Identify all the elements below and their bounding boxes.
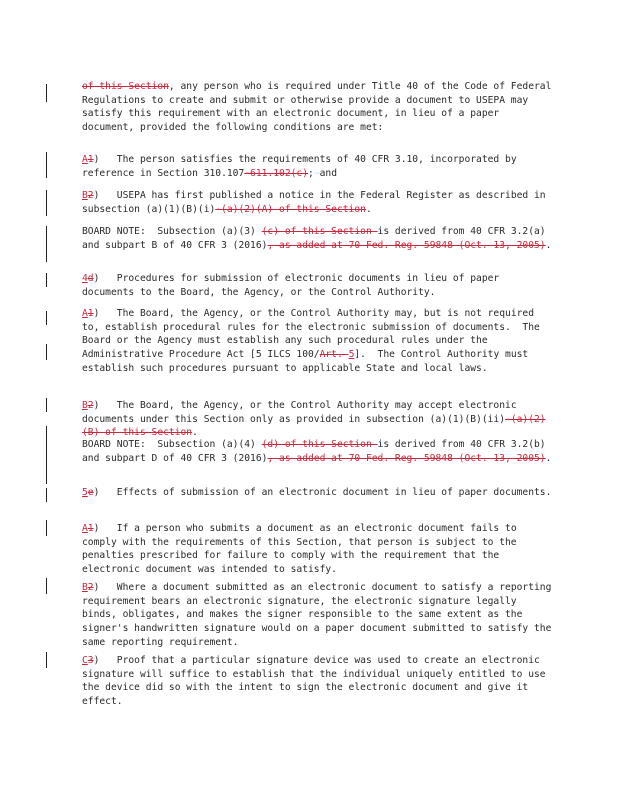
revision-bar xyxy=(46,520,47,536)
paragraph-text: BOARD NOTE: Subsection (a)(4) xyxy=(82,439,262,450)
paragraph-a1-effects xyxy=(82,522,552,577)
inserted-text: C xyxy=(82,655,88,666)
deleted-text: e xyxy=(87,487,94,498)
deleted-text: , as added at 70 Fed. Reg. 59848 (Oct. 13, 2005) xyxy=(267,239,546,251)
deleted-text: (c) of this Section xyxy=(261,226,378,237)
deleted-text: 2 xyxy=(87,400,94,411)
deleted-text: 2 xyxy=(87,190,94,201)
paragraph-text: is derived from 40 CFR 3.2(a) and subpart B of 40 CFR 3 (2016) xyxy=(82,226,552,251)
paragraph-text: ) Where a document submitted as an electronic document to satisfy a reporting requirement bears an electronic signature, the electronic signature legally binds, obligates, and makes the signer responsible to the same extent as the signer's handwritten signature would on a paper document submitted to satisfy the same reporting requirement. xyxy=(82,582,558,648)
deleted-text: of this Section xyxy=(82,81,169,92)
paragraph-text: ) The Board, the Agency, or the Control Authority may, but is not required to, establish procedural rules for the electronic submission of documents. The Board or the Agency must establish any such procedural rules under the Administrative Procedure Act [5 ILCS 100/ xyxy=(82,308,546,361)
paragraph-text: ) The person satisfies the requirements of 40 CFR 3.10, incorporated by reference in Section 310.107 xyxy=(82,154,523,179)
revision-bar xyxy=(46,190,47,216)
paragraph-text: ) The Board, the Agency, or the Control Authority may accept electronic documents under this Section only as provided in subsection (a)(1)(B)(ii) xyxy=(82,400,523,425)
revision-bar xyxy=(46,578,47,594)
inserted-text: 5 xyxy=(82,487,88,498)
board-note-1 xyxy=(82,225,552,252)
paragraph-text: , any person who is required under Title 40 of the Code of Federal Regulations to create and submit or otherwise provide a document to USEPA may satisfy this requirement with an electronic document, in lieu of a paper document, provided the following conditions are met: xyxy=(82,81,558,134)
deleted-text: , as added at 70 Fed. Reg. 59848 (Oct. 13, 2005) xyxy=(267,452,546,464)
revision-bar xyxy=(46,273,47,287)
board-note-2 xyxy=(82,438,552,465)
paragraph-text: ) USEPA has first published a notice in the Federal Register as described in subsection (a)(1)(B)(i) xyxy=(82,190,552,215)
paragraph-text: ; and xyxy=(308,167,337,179)
deleted-text: -611.102(c) xyxy=(244,167,309,179)
revision-bar xyxy=(46,84,47,102)
inserted-text: A xyxy=(82,308,88,319)
paragraph-text: ]. The Control Authority must establish such procedures pursuant to applicable State and local laws. xyxy=(82,349,535,374)
inserted-text: B xyxy=(82,582,88,593)
inserted-text: A xyxy=(82,523,88,534)
paragraph-a1-procedures xyxy=(82,307,552,376)
revision-bar xyxy=(46,426,47,484)
paragraph-text: . xyxy=(365,203,372,215)
deleted-text: 2 xyxy=(87,582,94,593)
paragraph-c3-proof xyxy=(82,654,552,709)
paragraph-a1 xyxy=(82,153,552,180)
paragraph-b2-accept xyxy=(82,399,552,440)
inserted-text: B xyxy=(82,400,88,411)
paragraph-text: BOARD NOTE: Subsection (a)(3) xyxy=(82,226,262,237)
deleted-text: (d) of this Section xyxy=(261,439,378,450)
deleted-text: 1 xyxy=(87,523,94,534)
deleted-text: d xyxy=(87,273,94,284)
deleted-text: -(a)(2)(B) of this Section xyxy=(82,413,546,439)
paragraph-b2-signature xyxy=(82,581,558,650)
paragraph-b2 xyxy=(82,189,552,216)
inserted-text: B xyxy=(82,190,88,201)
paragraph-text: ) Effects of submission of an electronic document in lieu of paper documents. xyxy=(93,487,552,498)
revision-bar xyxy=(46,344,47,360)
paragraph-text: . xyxy=(192,427,198,439)
revision-bar xyxy=(46,226,47,262)
paragraph-text: is derived from 40 CFR 3.2(b) and subpart D of 40 CFR 3 (2016) xyxy=(82,439,552,464)
paragraph-text: ) Procedures for submission of electronic documents in lieu of paper documents to the Board, the Agency, or the Control Authority. xyxy=(82,273,506,298)
inserted-text: 4 xyxy=(82,273,88,284)
revision-bar xyxy=(46,398,47,412)
revision-bar xyxy=(46,152,47,178)
paragraph-text: . xyxy=(545,239,552,251)
paragraph-4 xyxy=(82,272,552,299)
deleted-text: 1 xyxy=(87,154,94,165)
revision-bar xyxy=(46,652,47,668)
paragraph-text: ) Proof that a particular signature device was used to create an electronic signature will suffice to establish that the individual uniquely entitled to use the device did so with the intent to sign the electronic document and give it effect. xyxy=(82,655,552,708)
paragraph-5 xyxy=(82,486,552,500)
deleted-text: -(a)(2)(A) of this Section xyxy=(215,203,366,215)
inserted-text: 5 xyxy=(348,349,355,361)
revision-bar xyxy=(46,488,47,502)
deleted-text: Art. xyxy=(319,349,349,361)
paragraph-text: . xyxy=(545,452,552,464)
paragraph-text: ) If a person who submits a document as an electronic document fails to comply with the requirements of this Section, that person is subject to the penalties prescribed for failure to comply with the requirement that the electronic document was intended to satisfy. xyxy=(82,523,523,576)
deleted-text: 1 xyxy=(87,308,94,319)
revision-bar xyxy=(46,311,47,325)
deleted-text: 3 xyxy=(87,655,94,666)
inserted-text: A xyxy=(82,154,88,165)
paragraph-intro xyxy=(82,80,558,135)
